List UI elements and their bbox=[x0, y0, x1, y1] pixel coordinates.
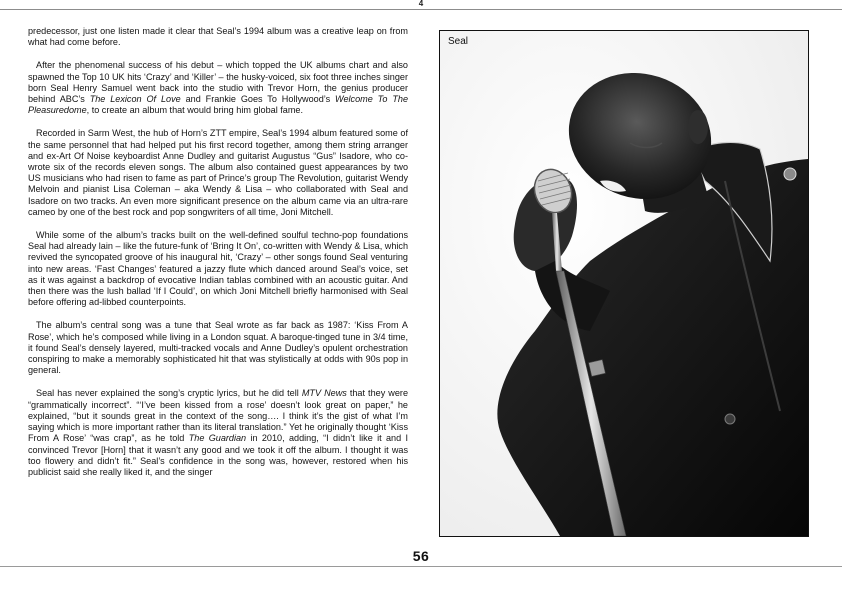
ear-shape bbox=[688, 110, 708, 144]
top-page-marker: 4 bbox=[418, 0, 424, 8]
page-number: 56 bbox=[412, 548, 430, 564]
paragraph-6-part-c: in 2010, adding, “I didn’t like it and I convinced Trevor [Horn] that it wasn’t any good and we took it off the album. I thought it was too flowery and didn’t fit.” Seal’s confidence in the song was, however, restored when his publicist said she really liked it, and the singer bbox=[28, 433, 408, 477]
paragraph-4: While some of the album’s tracks built on the well-defined soulful techno-pop foundations Seal had already lain – like the future-funk of ‘Bring It On’, co-written with Wendy & Lisa, which revived the syncopated groove of his inaugural hit, ‘Crazy’ – other songs found Seal venturing into new areas. ‘Fast Changes’ featured a jazzy flute which danced around Seal’s voice, set as it was against a backdrop of evocative Indian tablas combined with an acoustic guitar. And then there was the lush ballad ‘If I Could’, on which Joni Mitchell briefly harmonised with Seal before offering ad-libbed counterpoints. bbox=[28, 230, 408, 308]
article-column bbox=[28, 26, 408, 490]
paragraph-2-part-c: , to create an album that would bring him global fame. bbox=[86, 105, 303, 116]
paragraph-5: The album’s central song was a tune that Seal wrote as far back as 1987: ‘Kiss From A Rose’, which he’s composed while living in a London squat. A baroque-tinged tune in 3/4 time, it found Seal’s densely layered, multi-tracked vocals and Anne Dudley’s opulent orchestration conspiring to make a memorably sophisticated hit that was stylistically at odds with 90s pop in general. bbox=[28, 320, 408, 376]
publication-the-guardian: The Guardian bbox=[188, 433, 247, 444]
paragraph-2 bbox=[28, 60, 408, 116]
bottom-rule bbox=[0, 566, 842, 567]
paragraph-3: Recorded in Sarm West, the hub of Horn’s ZTT empire, Seal’s 1994 album featured some of the same personnel that had helped put his first record together, among them string arranger and ex-Art Of Noise keyboardist Anne Dudley and guitarist Augustus “Gus” Isadore, who co-wrote six of the records eleven songs. The album also contained guest appearances by two US musicians who had risen to fame as part of Prince’s group The Revolution, guitarist Wendy Melvoin and pianist Lisa Coleman – aka Wendy & Lisa – who collaborated with Seal and Isadore on two tracks. An even more significant presence on the album came via an ultra-rare cameo by one of the best rock and pop songwriters of all time, Joni Mitchell. bbox=[28, 128, 408, 217]
album-title-lexicon: The Lexicon Of Love bbox=[89, 94, 181, 105]
paragraph-2-part-a: After the phenomenal success of his debut – which topped the UK albums chart and also spawned the Top 10 UK hits ‘Crazy’ and ‘Killer’ – the husky-voiced, six foot three inches singer born Seal Henry Samuel went back into the studio with Trevor Horn, the genius producer behind ABC’s bbox=[28, 60, 408, 105]
coat-button bbox=[725, 414, 735, 424]
paragraph-6-part-a: Seal has never explained the song’s cryptic lyrics, but he did tell bbox=[36, 388, 302, 399]
album-title-pleasuredome: Welcome To The Pleasuredome bbox=[28, 94, 409, 116]
photo-frame bbox=[439, 30, 809, 537]
stand-clamp bbox=[589, 360, 606, 377]
paragraph-2-part-b: and Frankie Goes To Hollywood’s bbox=[180, 94, 336, 105]
top-rule bbox=[0, 9, 842, 10]
singer-photo-illustration bbox=[440, 31, 808, 536]
lapel-pin bbox=[784, 168, 796, 180]
paragraph-6 bbox=[28, 388, 408, 478]
publication-mtv-news: MTV News bbox=[301, 388, 347, 399]
photo-caption: Seal bbox=[448, 36, 469, 47]
paragraph-6-part-b: that they were “grammatically incorrect”. “‘I’ve been kissed from a rose’ doesn’t look great on paper,” he explained, “but it sounds great in the context of the song…. I think it’s the gist of what I’m saying which is more important rather than its literal translation.” Yet he originally thought ‘Kiss From A Rose’ “was crap”, as he told bbox=[28, 388, 409, 444]
paragraph-1: predecessor, just one listen made it clear that Seal’s 1994 album was a creative leap on from what had come before. bbox=[28, 26, 408, 48]
